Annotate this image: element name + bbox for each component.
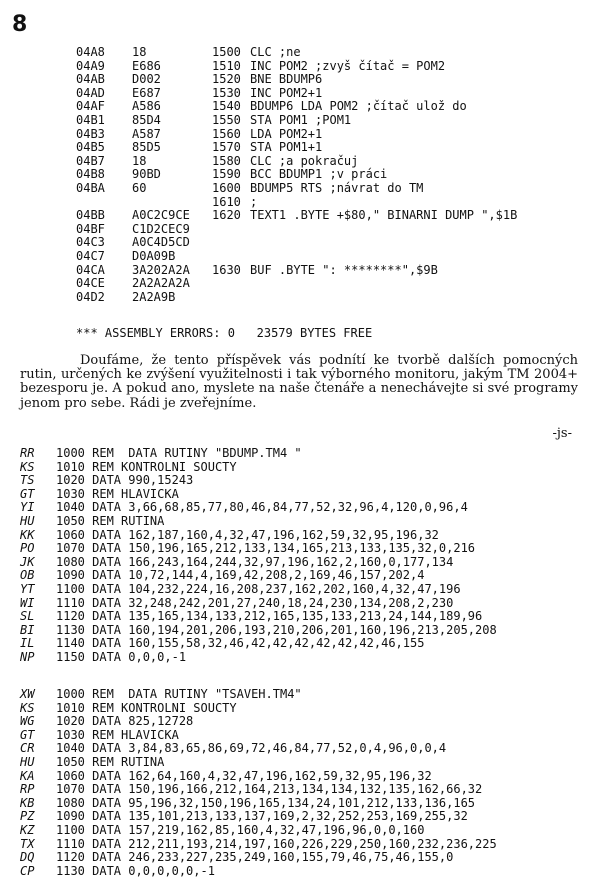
asm-line <box>76 264 517 278</box>
basic-line <box>20 851 497 865</box>
checksum-code: KB <box>20 795 35 810</box>
basic-code: 1110 DATA 32,248,242,201,27,240,18,24,230,134,208,2,230 <box>56 595 454 610</box>
checksum-code: YT <box>20 581 35 596</box>
checksum-code: BI <box>20 622 35 637</box>
basic-line <box>20 529 497 543</box>
asm-hex-bytes: A587 <box>132 126 161 141</box>
asm-address: 04CA <box>76 262 105 277</box>
basic-line <box>20 651 497 665</box>
basic-line <box>20 715 497 729</box>
asm-code: BDUMP5 RTS ;návrat do TM <box>250 180 424 195</box>
checksum-code: WI <box>20 595 35 610</box>
basic-listing-tsaveh <box>20 688 497 878</box>
asm-hex-bytes: C1D2CEC9 <box>132 221 190 236</box>
basic-code: 1090 DATA 135,101,213,133,137,169,2,32,252,253,169,255,32 <box>56 809 468 824</box>
asm-line-number: 1610 <box>212 194 241 209</box>
checksum-code: PZ <box>20 809 35 824</box>
checksum-code: JK <box>20 554 35 569</box>
basic-code: 1070 DATA 150,196,165,212,133,134,165,213,133,135,32,0,216 <box>56 541 476 556</box>
asm-address: 04B1 <box>76 112 105 127</box>
basic-line <box>20 702 497 716</box>
asm-code: BCC BDUMP1 ;v práci <box>250 167 388 182</box>
asm-line-number: 1540 <box>212 99 241 114</box>
asm-code: CLC ;ne <box>250 45 301 59</box>
basic-code: 1150 DATA 0,0,0,-1 <box>56 649 187 664</box>
asm-hex-bytes: 60 <box>132 180 147 195</box>
asm-hex-bytes: 2A2A2A2A <box>132 276 190 291</box>
basic-line <box>20 597 497 611</box>
asm-line <box>76 196 517 210</box>
asm-line <box>76 141 517 155</box>
basic-line <box>20 488 497 502</box>
checksum-code: SL <box>20 609 35 624</box>
asm-hex-bytes: E687 <box>132 85 161 100</box>
asm-code: ; <box>250 194 258 209</box>
basic-line <box>20 783 497 797</box>
checksum-code: TX <box>20 836 35 851</box>
basic-code: 1010 REM KONTROLNI SOUCTY <box>56 459 237 474</box>
asm-hex-bytes: A0C4D5CD <box>132 235 190 250</box>
asm-address: 04AB <box>76 72 105 87</box>
asm-line <box>76 87 517 101</box>
asm-line-number: 1550 <box>212 112 241 127</box>
asm-address: 04C7 <box>76 248 105 263</box>
asm-line <box>76 250 517 264</box>
basic-line <box>20 756 497 770</box>
basic-line <box>20 797 497 811</box>
basic-code: 1010 REM KONTROLNI SOUCTY <box>56 700 237 715</box>
asm-code: CLC ;a pokračuj <box>250 153 359 168</box>
checksum-code: KS <box>20 700 35 715</box>
basic-code: 1040 DATA 3,84,83,65,86,69,72,46,84,77,52,0,4,96,0,0,4 <box>56 741 447 756</box>
asm-line-number: 1530 <box>212 85 241 100</box>
asm-line <box>76 182 517 196</box>
asm-line <box>76 155 517 169</box>
basic-code: 1020 DATA 825,12728 <box>56 714 194 729</box>
asm-address: 04C3 <box>76 235 105 250</box>
asm-hex-bytes: E686 <box>132 58 161 73</box>
basic-code: 1080 DATA 166,243,164,244,32,97,196,162,2,160,0,177,134 <box>56 554 454 569</box>
basic-code: 1080 DATA 95,196,32,150,196,165,134,24,101,212,133,136,165 <box>56 795 476 810</box>
basic-code: 1040 DATA 3,66,68,85,77,80,46,84,77,52,32,96,4,120,0,96,4 <box>56 500 468 515</box>
asm-hex-bytes: A0C2C9CE <box>132 208 190 223</box>
asm-line <box>76 168 517 182</box>
asm-hex-bytes: 85D5 <box>132 140 161 155</box>
asm-line <box>76 60 517 74</box>
basic-code: 1050 REM RUTINA <box>56 754 165 769</box>
asm-line <box>76 73 517 87</box>
basic-code: 1030 REM HLAVICKA <box>56 486 179 501</box>
basic-line <box>20 474 497 488</box>
checksum-code: CR <box>20 741 35 756</box>
asm-line-number: 1570 <box>212 140 241 155</box>
asm-line <box>76 209 517 223</box>
basic-line <box>20 556 497 570</box>
asm-line <box>76 236 517 250</box>
asm-hex-bytes: D002 <box>132 72 161 87</box>
asm-code: BUF .BYTE ": ********",$9B <box>250 262 438 277</box>
basic-line <box>20 501 497 515</box>
basic-line <box>20 865 497 879</box>
asm-address: 04B5 <box>76 140 105 155</box>
asm-code: TEXT1 .BYTE +$80," BINARNI DUMP ",$1B <box>250 208 518 223</box>
checksum-code: NP <box>20 649 35 664</box>
basic-code: 1100 DATA 157,219,162,85,160,4,32,47,196,96,0,0,160 <box>56 822 425 837</box>
checksum-code: GT <box>20 727 35 742</box>
asm-address: 04B7 <box>76 153 105 168</box>
asm-line <box>76 277 517 291</box>
basic-code: 1140 DATA 160,155,58,32,46,42,42,42,42,42,42,46,155 <box>56 636 425 651</box>
basic-line <box>20 447 497 461</box>
asm-code: BDUMP6 LDA POM2 ;čítač ulož do <box>250 99 467 114</box>
basic-code: 1120 DATA 246,233,227,235,249,160,155,79,46,75,46,155,0 <box>56 850 454 865</box>
basic-line <box>20 583 497 597</box>
checksum-code: HU <box>20 754 35 769</box>
basic-code: 1120 DATA 135,165,134,133,212,165,135,133,213,24,144,189,96 <box>56 609 483 624</box>
asm-line <box>76 46 517 60</box>
asm-address: 04AD <box>76 85 105 100</box>
asm-line-number: 1630 <box>212 262 241 277</box>
checksum-code: PO <box>20 541 35 556</box>
basic-code: 1110 DATA 212,211,193,214,197,160,226,229,250,160,232,236,225 <box>56 836 497 851</box>
page-number: 8 <box>12 12 28 37</box>
author-signature: -js- <box>552 426 572 441</box>
basic-code: 1020 DATA 990,15243 <box>56 473 194 488</box>
asm-code: STA POM1 ;POM1 <box>250 112 352 127</box>
asm-address: 04A8 <box>76 45 105 59</box>
checksum-code: TS <box>20 473 35 488</box>
checksum-code: OB <box>20 568 35 583</box>
basic-code: 1130 DATA 0,0,0,0,0,-1 <box>56 863 215 878</box>
asm-hex-bytes: D0A09B <box>132 248 176 263</box>
asm-line-number: 1590 <box>212 167 241 182</box>
basic-code: 1060 DATA 162,64,160,4,32,47,196,162,59,32,95,196,32 <box>56 768 432 783</box>
asm-code: LDA POM2+1 <box>250 126 323 141</box>
checksum-code: KS <box>20 459 35 474</box>
basic-line <box>20 742 497 756</box>
asm-hex-bytes: 2A2A9B <box>132 289 176 304</box>
asm-line <box>76 291 517 305</box>
checksum-code: HU <box>20 513 35 528</box>
basic-line <box>20 729 497 743</box>
assembly-errors-line: *** ASSEMBLY ERRORS: 0 23579 BYTES FREE <box>76 326 373 340</box>
asm-address: 04D2 <box>76 289 105 304</box>
asm-code: INC POM2 ;zvyš čítač = POM2 <box>250 58 446 73</box>
basic-code: 1030 REM HLAVICKA <box>56 727 179 742</box>
asm-line-number: 1510 <box>212 58 241 73</box>
basic-line <box>20 569 497 583</box>
basic-line <box>20 824 497 838</box>
asm-line-number: 1500 <box>212 45 241 59</box>
basic-code: 1060 DATA 162,187,160,4,32,47,196,162,59,32,95,196,32 <box>56 527 439 542</box>
asm-line-number: 1580 <box>212 153 241 168</box>
basic-listing-bdump <box>20 447 497 665</box>
asm-code: BNE BDUMP6 <box>250 72 323 87</box>
basic-code: 1050 REM RUTINA <box>56 513 165 528</box>
asm-line <box>76 223 517 237</box>
checksum-code: DQ <box>20 850 35 865</box>
asm-address: 04CE <box>76 276 105 291</box>
asm-line <box>76 128 517 142</box>
basic-code: 1000 REM DATA RUTINY "TSAVEH.TM4" <box>56 687 302 701</box>
asm-address: 04BA <box>76 180 105 195</box>
checksum-code: KA <box>20 768 35 783</box>
asm-address: 04A9 <box>76 58 105 73</box>
asm-address: 04BF <box>76 221 105 236</box>
checksum-code: YI <box>20 500 35 515</box>
basic-line <box>20 515 497 529</box>
asm-line-number: 1600 <box>212 180 241 195</box>
basic-code: 1070 DATA 150,196,166,212,164,213,134,134,132,135,162,66,32 <box>56 782 483 797</box>
checksum-code: WG <box>20 714 35 729</box>
asm-code: STA POM1+1 <box>250 140 323 155</box>
basic-code: 1130 DATA 160,194,201,206,193,210,206,201,160,196,213,205,208 <box>56 622 497 637</box>
asm-hex-bytes: 18 <box>132 45 147 59</box>
asm-line-number: 1620 <box>212 208 241 223</box>
basic-line <box>20 838 497 852</box>
checksum-code: RP <box>20 782 35 797</box>
checksum-code: KZ <box>20 822 35 837</box>
asm-hex-bytes: A586 <box>132 99 161 114</box>
asm-hex-bytes: 3A202A2A <box>132 262 190 277</box>
article-paragraph <box>20 354 578 411</box>
basic-line <box>20 688 497 702</box>
basic-line <box>20 624 497 638</box>
checksum-code: GT <box>20 486 35 501</box>
asm-line <box>76 100 517 114</box>
basic-code: 1000 REM DATA RUTINY "BDUMP.TM4 " <box>56 446 302 460</box>
assembly-listing <box>76 46 517 304</box>
checksum-code: XW <box>20 687 35 701</box>
basic-code: 1100 DATA 104,232,224,16,208,237,162,202,160,4,32,47,196 <box>56 581 461 596</box>
asm-address: 04B3 <box>76 126 105 141</box>
asm-address: 04BB <box>76 208 105 223</box>
basic-line <box>20 610 497 624</box>
basic-line <box>20 461 497 475</box>
asm-hex-bytes: 90BD <box>132 167 161 182</box>
basic-line <box>20 770 497 784</box>
basic-line <box>20 810 497 824</box>
asm-address: 04B8 <box>76 167 105 182</box>
paragraph-text: Doufáme, že tento příspěvek vás podnítí ke tvorbě dalších pomocných rutin, určených ke zvýšení využitelnosti i tak výborného monitoru, jakým TM 2004+ bezesporu je. A pokud ano, myslete na naše čtenáře a nenechávejte si své programy jenom pro sebe. Rádi je zveřejníme. <box>20 353 578 411</box>
asm-hex-bytes: 85D4 <box>132 112 161 127</box>
checksum-code: KK <box>20 527 35 542</box>
basic-line <box>20 542 497 556</box>
asm-line-number: 1560 <box>212 126 241 141</box>
basic-code: 1090 DATA 10,72,144,4,169,42,208,2,169,46,157,202,4 <box>56 568 425 583</box>
checksum-code: CP <box>20 863 35 878</box>
basic-line <box>20 637 497 651</box>
checksum-code: IL <box>20 636 35 651</box>
asm-line <box>76 114 517 128</box>
asm-address: 04AF <box>76 99 105 114</box>
checksum-code: RR <box>20 446 35 460</box>
asm-code: INC POM2+1 <box>250 85 323 100</box>
asm-line-number: 1520 <box>212 72 241 87</box>
asm-hex-bytes: 18 <box>132 153 147 168</box>
